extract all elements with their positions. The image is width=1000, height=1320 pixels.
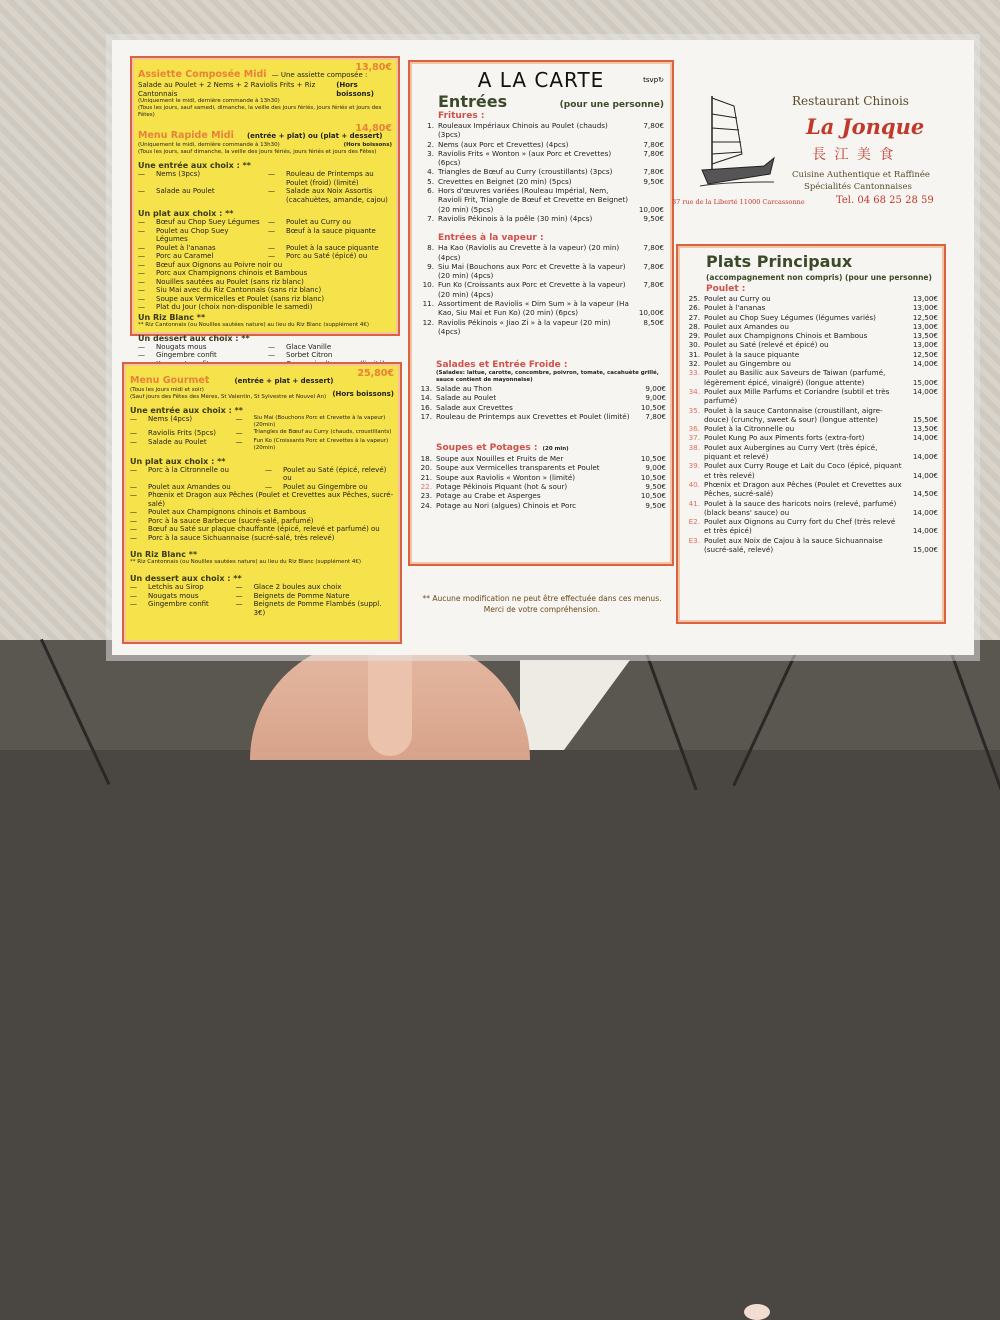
midi-plat: Plat du Jour (choix non-disponible le samedi) <box>156 303 313 311</box>
assiette-desc: — Une assiette composée : <box>271 71 368 79</box>
vapeur-title: Entrées à la vapeur : <box>438 233 544 244</box>
gourmet-price: 25,80€ <box>357 368 394 379</box>
midi-plat: Nouilles sautées au Poulet (sans riz blanc) <box>156 277 304 286</box>
gourmet-dessert: Glace 2 boules aux choix <box>253 583 342 591</box>
menu-item: 13. Salade au Thon 9,00€ <box>420 384 666 393</box>
tsvp-label: tsvp↻ <box>643 76 664 84</box>
menu-item: 1. Rouleaux Impériaux Chinois au Poulet (chauds) (3pcs) 7,80€ <box>427 121 664 140</box>
midi-plat: Siu Mai avec du Riz Cantonnais (sans riz blanc) <box>156 286 322 294</box>
footer-line1: ** Aucune modification ne peut être effectuée dans ces menus. <box>422 594 662 603</box>
midi-entree: Salade aux Noix Assortis (cacahuètes, amande, cajou) <box>286 187 388 204</box>
restaurant-header <box>672 82 964 232</box>
assiette-note1: (Uniquement le midi, dernière commande à 13h30) <box>138 98 280 104</box>
gourmet-note1: (Tous les jours midi et soir) <box>130 387 204 393</box>
soupes-list <box>416 454 666 510</box>
midi-dessert: Glace Vanille <box>286 342 332 351</box>
plats-sub: (accompagnement non compris) (pour une personne) <box>706 273 932 282</box>
poulet-title: Poulet : <box>706 284 746 294</box>
menu-item: 31. Poulet à la sauce piquante 12,50€ <box>688 349 938 359</box>
midi-dessert: Nougats mous <box>156 342 207 351</box>
gourmet-entree: Nems (4pcs) <box>148 415 193 423</box>
midi-plat: Poulet à l'ananas <box>156 243 216 252</box>
menu-item: 32. Poulet au Gingembre ou 14,00€ <box>688 359 938 369</box>
gourmet-plat: Bœuf au Saté sur plaque chauffante (épicé, relevé et parfumé) ou <box>148 525 380 533</box>
midi-plat: Bœuf au Chop Suey Légumes <box>156 218 260 226</box>
gourmet-entree: Triangles de Bœuf au Curry (chauds, croustillants) <box>253 429 392 435</box>
midi-entree: Nems (3pcs) <box>156 170 201 178</box>
menu-item: 4. Triangles de Bœuf au Curry (croustillants) (3pcs) 7,80€ <box>427 167 664 177</box>
menu-item: 28. Poulet aux Amandes ou 13,00€ <box>688 321 938 331</box>
midi-plat: Bœuf à la sauce piquante <box>286 226 376 235</box>
midi-plat: Porc au Saté (épicé) ou <box>286 252 368 260</box>
entrees-sub: (pour une personne) <box>559 100 664 110</box>
plats-list <box>684 294 938 554</box>
gourmet-dessert: Nougats mous <box>148 591 199 600</box>
menu-item: 38. Poulet aux Aubergines au Curry Vert (très épicé, piquant et relevé) 14,00€ <box>688 442 938 462</box>
midi-dessert: Gingembre confit <box>156 351 217 359</box>
assiette-content: Salade au Poulet + 2 Nems + 2 Raviolis Frits + Riz Cantonnais <box>138 81 316 98</box>
menu-item: 12. Raviolis Pékinois « Jiao Zi » à la vapeur (20 min) (4pcs) 8,50€ <box>422 317 664 336</box>
midi-plat: Porc au Caramel <box>156 252 214 260</box>
menu-item: 29. Poulet aux Champignons Chinois et Bambous 13,50€ <box>688 331 938 341</box>
rapide-note1: (Uniquement le midi, dernière commande à 13h30) <box>138 142 280 148</box>
menu-item: 35. Poulet à la sauce Cantonnaise (croustillant, aigre-douce) (crunchy, sweet & sour) (longue attente) 15,50€ <box>688 405 938 424</box>
gourmet-entrees: — Nems (4pcs) — Siu Mai (Bouchons Porc et Crevette à la vapeur) (20min) — Raviolis Frits (5pcs) — Triangles de Bœuf au Curry (chauds, croustillants) — Salade au Poulet — Fun Ko (Croissants Porc et Crevettes à la vapeur) (20min) <box>130 415 394 452</box>
midi-plat: Porc aux Champignons chinois et Bambous <box>156 269 308 277</box>
menu-item: 26. Poulet à l'ananas 13,00€ <box>688 303 938 313</box>
assiette-note2: (Tous les jours, sauf samedi, dimanche, la veille des jours fériés, jours fériés et jours des Fêtes) <box>138 105 382 118</box>
menu-item: 6. Hors d'œuvres variées (Rouleau Impérial, Nem, Ravioli Frit, Triangle de Bœuf et Crevette en Beignet) (20 min) (5pcs) 10,00€ <box>427 186 664 214</box>
restaurant-name: La Jonque <box>806 114 925 139</box>
gourmet-plat: Poulet aux Champignons chinois et Bambous <box>148 508 307 516</box>
assiette-hors: (Hors boissons) <box>336 81 374 98</box>
midi-plats-full: — Bœuf aux Oignons au Poivre noir ou — Porc aux Champignons chinois et Bambous — Nouilles sautées au Poulet (sans riz blanc) — Siu Mai avec du Riz Cantonnais (sans riz blanc) — Soupe aux Vermicelles et Poulet (sans riz blanc) — Plat du Jour (choix non-disponible le samedi) <box>138 260 325 311</box>
menu-item: 30. Poulet au Saté (relevé et épicé) ou 13,00€ <box>688 340 938 350</box>
footer-line2: Merci de votre compréhension. <box>483 605 601 614</box>
menu-item: 41. Poulet à la sauce des haricots noirs (relevé, parfumé) (black beans' sauce) ou 14,00€ <box>688 498 938 517</box>
phone[interactable]: Tel. 04 68 25 28 59 <box>836 195 934 206</box>
gourmet-riz-heading: Un Riz Blanc ** <box>130 550 198 559</box>
menu-item: 21. Soupe aux Raviolis « Wonton » (limité) 10,50€ <box>420 472 666 482</box>
midi-dessert-heading: Un dessert aux choix : ** <box>138 333 250 343</box>
midi-entrees: — Nems (3pcs) — Rouleau de Printemps au Poulet (froid) (limité) — Salade au Poulet — Salade aux Noix Assortis (cacahuètes, amande, cajou) <box>138 170 392 204</box>
menu-item: 16. Salade aux Crevettes 10,50€ <box>420 402 666 412</box>
gourmet-entree-heading: Une entrée aux choix : ** <box>130 406 243 415</box>
menu-midi-panel <box>130 56 400 359</box>
carte-title: A LA CARTE <box>477 68 605 92</box>
tagline2: Spécialités Cantonnaises <box>804 182 912 192</box>
gourmet-desc: (entrée + plat + dessert) <box>234 377 334 385</box>
midi-dessert: Sorbet Citron <box>286 351 333 359</box>
entrees-title: Entrées <box>438 92 508 111</box>
gourmet-entree: Raviolis Frits (5pcs) <box>148 429 216 437</box>
menu-item: 39. Poulet aux Curry Rouge et Lait du Coco (épicé, piquant et très relevé) 14,00€ <box>688 461 938 480</box>
midi-plat-heading: Un plat aux choix : ** <box>138 209 234 218</box>
fritures-list <box>418 121 664 223</box>
menu-sheet <box>112 40 974 655</box>
soupes-time: (20 min) <box>542 446 569 453</box>
gourmet-plat-heading: Un plat aux choix : ** <box>130 456 226 466</box>
gourmet-entree: Siu Mai (Bouchons Porc et Crevette à la vapeur) (20min) <box>253 415 386 428</box>
midi-plat: Poulet au Chop Suey Légumes <box>156 226 229 243</box>
salades-note: (Salades: laitue, carotte, concombre, poivron, tomate, cacahuète grillé, sauce contient de mayonnaise) <box>436 370 659 383</box>
menu-item: E2. Poulet aux Oignons au Curry fort du Chef (très relevé et très épicé) 14,00€ <box>688 517 938 536</box>
gourmet-hors: (Hors boissons) <box>332 389 394 398</box>
menu-item: 24. Potage au Nori (algues) Chinois et Porc 9,50€ <box>420 500 666 510</box>
gourmet-title: Menu Gourmet <box>130 375 210 386</box>
midi-plat: Bœuf aux Oignons au Poivre noir ou <box>156 260 283 269</box>
midi-plat: Poulet au Curry ou <box>286 218 351 226</box>
soupes-title: Soupes et Potages : <box>436 443 538 454</box>
gourmet-plat: Poulet au Saté (épicé, relevé) ou <box>283 465 387 482</box>
restaurant-type: Restaurant Chinois <box>792 94 909 108</box>
menu-item: 33. Poulet au Basilic aux Saveurs de Taiwan (parfumé, légèrement épicé, vinaigré) (longue attente) 15,00€ <box>688 368 938 387</box>
assiette-price: 13,80€ <box>355 62 392 73</box>
rapide-hors: (Hors boissons) <box>343 142 392 148</box>
midi-plat: Soupe aux Vermicelles et Poulet (sans riz blanc) <box>156 294 325 303</box>
gourmet-dessert-heading: Un dessert aux choix : ** <box>130 574 242 583</box>
gourmet-dessert: Beignets de Pomme Nature <box>253 591 350 600</box>
rapide-title: Menu Rapide Midi <box>138 130 234 141</box>
gourmet-entree: Fun Ko (Croissants Porc et Crevettes à la vapeur) (20min) <box>253 437 389 451</box>
midi-desserts: — Nougats mous — Glace Vanille — Gingembre confit — Sorbet Citron <box>138 343 392 369</box>
fritures-title: Fritures : <box>438 111 485 121</box>
menu-item: 40. Phœnix et Dragon aux Pêches (Poulet et Crevettes aux Pêches, sucré-salé) 14,50€ <box>688 479 938 499</box>
salades-title: Salades et Entrée Froide : <box>436 360 568 370</box>
rapide-desc: (entrée + plat) ou (plat + dessert) <box>246 132 383 140</box>
gourmet-dessert: Gingembre confit <box>148 600 209 608</box>
menu-item: 7. Raviolis Pékinois à la poêle (30 min) (4pcs) 9,50€ <box>427 213 664 223</box>
menu-item: 37. Poulet Kung Po aux Piments forts (extra-fort) 14,00€ <box>688 433 938 443</box>
midi-plat: Poulet à la sauce piquante <box>286 243 379 252</box>
menu-item: 17. Rouleau de Printemps aux Crevettes et Poulet (limité) 7,80€ <box>420 411 666 421</box>
midi-plats-grid: — Bœuf au Chop Suey Légumes — Poulet au Curry ou — Poulet au Chop Suey Légumes — Bœuf à la sauce piquante — Poulet à l'ananas — Poulet à la sauce piquante — Porc au Caramel — Porc au Saté (épicé) ou <box>138 218 379 260</box>
menu-gourmet-panel <box>122 362 402 644</box>
gourmet-entree: Salade au Poulet <box>148 437 207 446</box>
menu-item: 2. Nems (aux Porc et Crevettes) (4pcs) 7,80€ <box>427 139 664 149</box>
menu-item: 36. Poulet à la Citronnelle ou 13,50€ <box>688 424 938 434</box>
plats-principaux-panel <box>676 244 946 624</box>
address: 37 rue de la Liberté 11000 Carcassonne <box>672 198 805 206</box>
menu-item: 14. Salade au Poulet 9,00€ <box>420 393 666 403</box>
plats-title: Plats Principaux <box>706 252 853 271</box>
vapeur-list <box>418 243 664 336</box>
gourmet-dessert: Beignets de Pomme Flambés (suppl. 3€) <box>253 600 382 617</box>
menu-item: 5. Crevettes en Beignet (20 min) (5pcs) 9,50€ <box>427 176 664 186</box>
gourmet-plats-full: — Phœnix et Dragon aux Pêches (Poulet et Crevettes aux Pêches, sucré-salé) — Poulet aux Champignons chinois et Bambous — Porc à la sauce Barbecue (sucré-salé, parfumé) — Bœuf au Saté sur plaque chauffante (épicé, relevé et parfumé) ou — Porc à la sauce Sichuannaise (sucré-salé, très relevé) <box>130 491 394 542</box>
gourmet-riz-note: ** Riz Cantonnais (ou Nouilles sautées nature) au lieu du Riz Blanc (supplément 4€) <box>130 559 361 565</box>
gourmet-dessert: Letchis au Sirop <box>148 583 204 591</box>
gourmet-plat: Poulet aux Amandes ou <box>148 482 231 491</box>
gourmet-plat: Porc à la sauce Sichuannaise (sucré-salé, très relevé) <box>148 533 335 542</box>
menu-item: 27. Poulet au Chop Suey Légumes (légumes variés) 12,50€ <box>688 312 938 322</box>
menu-item: 10. Fun Ko (Croissants aux Porc et Crevette à la vapeur) (20 min) (4pcs) 7,80€ <box>422 280 664 299</box>
carte-footer <box>402 593 682 615</box>
gourmet-desserts: — Letchis au Sirop — Glace 2 boules aux choix — Nougats mous — Beignets de Pomme Nature — Gingembre confit — Beignets de Pomme Flambés (suppl. 3€) <box>130 583 394 617</box>
menu-item: 23. Potage au Crabe et Asperges 10,50€ <box>420 491 666 501</box>
menu-item: 9. Siu Mai (Bouchons aux Porc et Crevette à la vapeur) (20 min) (4pcs) 7,80€ <box>427 261 664 281</box>
midi-entree: Salade au Poulet <box>156 187 215 195</box>
gourmet-plat: Phœnix et Dragon aux Pêches (Poulet et Crevettes aux Pêches, sucré-salé) <box>148 491 394 508</box>
rapide-price: 14,80€ <box>355 123 392 134</box>
junk-boat-icon <box>694 92 780 192</box>
menu-item: E3. Poulet aux Noix de Cajou à la sauce Sichuannaise (sucré-salé, relevé) 15,00€ <box>688 535 938 555</box>
chinese-name: 長 江 美 食 <box>812 147 896 163</box>
salades-list <box>416 384 666 421</box>
menu-item: 22. Potage Pékinois Piquant (hot & sour) 9,50€ <box>420 482 666 492</box>
menu-item: 34. Poulet aux Mille Parfums et Coriandre (subtil et très parfumé) 14,00€ <box>688 386 938 406</box>
gourmet-note2: (Sauf jours des Fêtes des Mères, St Valentin, St Sylvestre et Nouvel An) <box>130 394 327 400</box>
assiette-title: Assiette Composée Midi <box>138 69 267 80</box>
midi-riz-note: ** Riz Cantonnais (ou Nouilles sautées nature) au lieu du Riz Blanc (supplément 4€) <box>138 321 369 328</box>
gourmet-plat: Porc à la sauce Barbecue (sucré-salé, parfumé) <box>148 516 314 525</box>
menu-item: 20. Soupe aux Vermicelles transparents et Poulet 9,00€ <box>420 463 666 473</box>
midi-riz-heading: Un Riz Blanc ** <box>138 312 206 322</box>
gourmet-plat: Poulet au Gingembre ou <box>283 482 368 491</box>
tagline1: Cuisine Authentique et Raffinée <box>792 170 930 180</box>
menu-item: 11. Assortiment de Raviolis « Dim Sum » à la vapeur (Ha Kao, Siu Mai et Fun Ko) (20 min) (6pcs) 10,00€ <box>422 299 664 318</box>
midi-entree-heading: Une entrée aux choix : ** <box>138 161 251 170</box>
carte-lower <box>416 360 666 510</box>
menu-item: 18. Soupe aux Nouilles et Fruits de Mer 10,50€ <box>420 454 666 464</box>
midi-entree: Rouleau de Printemps au Poulet (froid) (limité) <box>286 170 374 187</box>
rapide-note2: (Tous les jours, sauf dimanche, la veille des jours fériés, jours fériés et jours des Fêtes) <box>138 149 377 155</box>
gourmet-plat: Porc à la Citronnelle ou <box>148 465 229 474</box>
gourmet-plats-grid: — Porc à la Citronnelle ou — Poulet au Saté (épicé, relevé) ou — Poulet aux Amandes ou — Poulet au Gingembre ou <box>130 466 394 492</box>
menu-item: 25. Poulet au Curry ou 13,00€ <box>688 294 938 303</box>
menu-item: 8. Ha Kao (Raviolis au Crevette à la vapeur) (20 min) (4pcs) 7,80€ <box>427 243 664 262</box>
menu-item: 3. Raviolis Frits « Wonton » (aux Porc et Crevettes) (6pcs) 7,80€ <box>427 148 664 168</box>
